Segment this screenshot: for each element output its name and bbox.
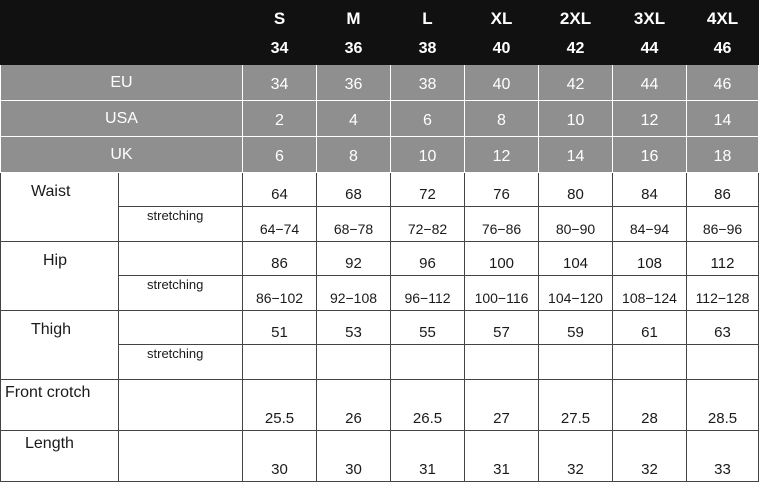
size-header-l	[391, 1, 465, 65]
waist-value: 68	[317, 173, 391, 207]
region-value: 36	[317, 65, 391, 101]
blank-cell	[119, 380, 243, 431]
size-number: 38	[418, 40, 437, 57]
waist-value: 72	[391, 173, 465, 207]
hip-value: 96	[391, 242, 465, 276]
hip-stretch-value: 108−124	[613, 276, 687, 311]
region-value: 14	[687, 101, 759, 137]
region-value: 12	[613, 101, 687, 137]
thigh-stretch-value	[687, 345, 759, 380]
size-name: XL	[490, 9, 513, 28]
thigh-value: 63	[687, 311, 759, 345]
region-value: 10	[391, 137, 465, 173]
front-crotch-value: 25.5	[243, 380, 317, 431]
size-header-s	[243, 1, 317, 65]
hip-stretch-value: 96−112	[391, 276, 465, 311]
front-crotch-value: 27	[465, 380, 539, 431]
waist-value: 86	[687, 173, 759, 207]
waist-row	[1, 173, 759, 207]
region-value: 8	[317, 137, 391, 173]
waist-value: 80	[539, 173, 613, 207]
front-crotch-value: 28	[613, 380, 687, 431]
region-value: 14	[539, 137, 613, 173]
length-label: Length	[25, 435, 74, 452]
thigh-stretch-value	[613, 345, 687, 380]
waist-stretch-value: 86−96	[687, 207, 759, 242]
size-header-m	[317, 1, 391, 65]
size-name: 3XL	[633, 9, 666, 28]
region-value: 6	[391, 101, 465, 137]
size-number: 44	[640, 40, 659, 57]
thigh-row	[1, 311, 759, 345]
region-value: 8	[465, 101, 539, 137]
hip-label-cell	[1, 242, 119, 311]
region-row-uk	[1, 137, 759, 173]
hip-stretch-value: 104−120	[539, 276, 613, 311]
thigh-value: 55	[391, 311, 465, 345]
hip-stretch-value: 100−116	[465, 276, 539, 311]
thigh-value: 53	[317, 311, 391, 345]
thigh-stretch-value	[243, 345, 317, 380]
front-crotch-label-cell	[1, 380, 119, 431]
region-value: 34	[243, 65, 317, 101]
waist-label: Waist	[31, 183, 71, 200]
front-crotch-value: 26	[317, 380, 391, 431]
length-value: 30	[317, 431, 391, 482]
region-value: 12	[465, 137, 539, 173]
waist-stretch-value: 84−94	[613, 207, 687, 242]
blank-cell	[119, 173, 243, 207]
region-value: 2	[243, 101, 317, 137]
thigh-value: 57	[465, 311, 539, 345]
blank-cell	[119, 431, 243, 482]
hip-stretch-value: 92−108	[317, 276, 391, 311]
size-name: S	[273, 9, 286, 28]
waist-value: 84	[613, 173, 687, 207]
region-value: 40	[465, 65, 539, 101]
hip-value: 112	[687, 242, 759, 276]
region-value: 6	[243, 137, 317, 173]
hip-value: 104	[539, 242, 613, 276]
hip-value: 86	[243, 242, 317, 276]
size-header-row	[1, 1, 759, 65]
size-number: 42	[566, 40, 585, 57]
waist-stretch-value: 80−90	[539, 207, 613, 242]
blank-cell	[119, 242, 243, 276]
length-value: 32	[539, 431, 613, 482]
front-crotch-label: Front crotch	[5, 384, 91, 401]
length-value: 30	[243, 431, 317, 482]
region-value: 18	[687, 137, 759, 173]
size-number: 40	[492, 40, 511, 57]
waist-stretch-value: 68−78	[317, 207, 391, 242]
front-crotch-row	[1, 380, 759, 431]
waist-stretch-value: 72−82	[391, 207, 465, 242]
length-row	[1, 431, 759, 482]
waist-stretch-label: stretching	[119, 207, 243, 242]
thigh-value: 51	[243, 311, 317, 345]
front-crotch-value: 27.5	[539, 380, 613, 431]
hip-value: 108	[613, 242, 687, 276]
waist-stretch-value: 76−86	[465, 207, 539, 242]
hip-value: 100	[465, 242, 539, 276]
thigh-label-cell	[1, 311, 119, 380]
region-label: USA	[1, 101, 243, 137]
blank-cell	[119, 311, 243, 345]
size-header-xl	[465, 1, 539, 65]
region-row-usa	[1, 101, 759, 137]
size-name: 2XL	[559, 9, 592, 28]
size-number: 46	[713, 40, 732, 57]
front-crotch-value: 26.5	[391, 380, 465, 431]
size-name: M	[346, 9, 361, 28]
waist-stretch-value: 64−74	[243, 207, 317, 242]
size-name: L	[422, 9, 433, 28]
size-header-4xl	[687, 1, 759, 65]
thigh-value: 61	[613, 311, 687, 345]
hip-value: 92	[317, 242, 391, 276]
length-value: 31	[391, 431, 465, 482]
thigh-stretch-value	[539, 345, 613, 380]
length-value: 31	[465, 431, 539, 482]
thigh-stretch-label: stretching	[119, 345, 243, 380]
hip-row	[1, 242, 759, 276]
hip-stretch-label: stretching	[119, 276, 243, 311]
waist-label-cell	[1, 173, 119, 242]
length-value: 32	[613, 431, 687, 482]
region-value: 4	[317, 101, 391, 137]
waist-value: 76	[465, 173, 539, 207]
hip-stretch-value: 112−128	[687, 276, 759, 311]
hip-label: Hip	[43, 252, 68, 269]
region-label: UK	[1, 137, 243, 173]
region-value: 46	[687, 65, 759, 101]
thigh-stretch-value	[317, 345, 391, 380]
length-value: 33	[687, 431, 759, 482]
thigh-stretch-value	[465, 345, 539, 380]
thigh-stretch-value	[391, 345, 465, 380]
thigh-label: Thigh	[31, 321, 72, 338]
length-label-cell	[1, 431, 119, 482]
region-row-eu	[1, 65, 759, 101]
region-value: 44	[613, 65, 687, 101]
hip-stretch-value: 86−102	[243, 276, 317, 311]
region-value: 10	[539, 101, 613, 137]
region-label: EU	[1, 65, 243, 101]
region-value: 38	[391, 65, 465, 101]
header-blank-cell	[1, 1, 243, 65]
size-header-2xl	[539, 1, 613, 65]
size-number: 36	[344, 40, 363, 57]
front-crotch-value: 28.5	[687, 380, 759, 431]
region-value: 16	[613, 137, 687, 173]
thigh-value: 59	[539, 311, 613, 345]
waist-value: 64	[243, 173, 317, 207]
size-name: 4XL	[706, 9, 739, 28]
size-header-3xl	[613, 1, 687, 65]
region-value: 42	[539, 65, 613, 101]
size-number: 34	[270, 40, 289, 57]
